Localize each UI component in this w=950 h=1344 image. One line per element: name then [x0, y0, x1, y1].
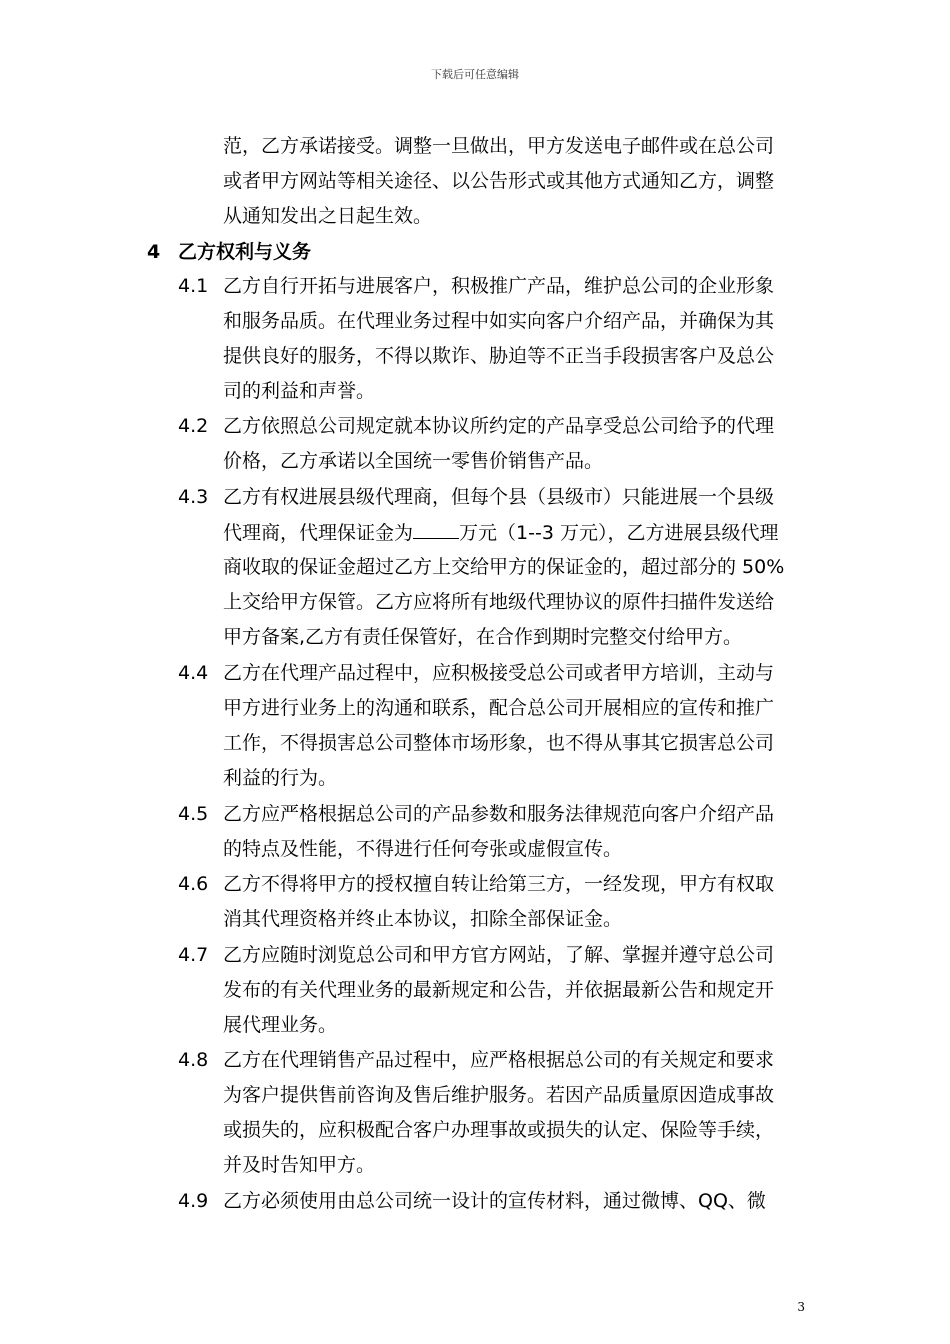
paragraph-line: 上交给甲方保管。乙方应将所有地级代理协议的原件扫描件发送给 [223, 591, 775, 613]
paragraph-line: 消其代理资格并终止本协议，扣除全部保证金。 [223, 908, 623, 930]
item-number: 4.9 [178, 1190, 209, 1212]
paragraph-line: 乙方自行开拓与进展客户，积极推广产品，维护总公司的企业形象 [223, 275, 775, 297]
item-number: 4.4 [178, 662, 209, 684]
paragraph-line: 司的利益和声誉。 [223, 380, 376, 402]
section-title: 乙方权利与义务 [178, 241, 312, 263]
paragraph-line: 乙方在代理产品过程中，应积极接受总公司或者甲方培训，主动与 [223, 662, 775, 684]
paragraph-line: 和服务品质。在代理业务过程中如实向客户介绍产品，并确保为其 [223, 310, 775, 332]
section-number: 4 [147, 241, 161, 263]
paragraph-fragment: 代理商，代理保证金为 [223, 522, 414, 544]
paragraph-line: 利益的行为。 [223, 767, 338, 789]
paragraph-line: 从通知发出之日起生效。 [223, 205, 433, 227]
paragraph-line: 或者甲方网站等相关途径、以公告形式或其他方式通知乙方，调整 [223, 170, 775, 192]
paragraph-line: 为客户提供售前咨询及售后维护服务。若因产品质量原因造成事故 [223, 1084, 775, 1106]
paragraph-line: 乙方应严格根据总公司的产品参数和服务法律规范向客户介绍产品 [223, 803, 775, 825]
paragraph-line: 乙方在代理销售产品过程中，应严格根据总公司的有关规定和要求 [223, 1049, 775, 1071]
page-header: 下载后可任意编辑 [431, 68, 519, 81]
paragraph-line: 乙方依照总公司规定就本协议所约定的产品享受总公司给予的代理 [223, 415, 775, 437]
paragraph-line: 甲方备案,乙方有责任保管好，在合作到期时完整交付给甲方。 [223, 626, 743, 648]
paragraph-line: 乙方不得将甲方的授权擅自转让给第三方，一经发现，甲方有权取 [223, 873, 775, 895]
paragraph-line: 发布的有关代理业务的最新规定和公告，并依据最新公告和规定开 [223, 979, 775, 1001]
paragraph-line: 展代理业务。 [223, 1014, 338, 1036]
paragraph-line: 工作，不得损害总公司整体市场形象，也不得从事其它损害总公司 [223, 732, 775, 754]
paragraph-line: 乙方应随时浏览总公司和甲方官方网站，了解、掌握并遵守总公司 [223, 944, 775, 966]
item-number: 4.6 [178, 873, 209, 895]
paragraph-line: 范，乙方承诺接受。调整一旦做出，甲方发送电子邮件或在总公司 [223, 135, 775, 157]
item-number: 4.1 [178, 275, 209, 297]
fill-in-blank [413, 519, 459, 539]
paragraph-line: 价格，乙方承诺以全国统一零售价销售产品。 [223, 450, 604, 472]
item-number: 4.5 [178, 803, 209, 825]
item-number: 4.2 [178, 415, 209, 437]
paragraph-line: 乙方必须使用由总公司统一设计的宣传材料，通过微博、QQ、微 [223, 1190, 766, 1212]
paragraph-line: 乙方有权进展县级代理商，但每个县（县级市）只能进展一个县级 [223, 486, 775, 508]
paragraph-line [223, 519, 778, 546]
paragraph-line: 并及时告知甲方。 [223, 1154, 376, 1176]
page-number: 3 [797, 1300, 805, 1314]
item-number: 4.8 [178, 1049, 209, 1071]
paragraph-line: 或损失的，应积极配合客户办理事故或损失的认定、保险等手续， [223, 1119, 775, 1141]
paragraph-line: 甲方进行业务上的沟通和联系，配合总公司开展相应的宣传和推广 [223, 697, 775, 719]
item-number: 4.7 [178, 944, 209, 966]
paragraph-fragment: 万元（1--3 万元），乙方进展县级代理 [459, 522, 779, 544]
paragraph-line: 提供良好的服务，不得以欺诈、胁迫等不正当手段损害客户及总公 [223, 345, 775, 367]
paragraph-line: 商收取的保证金超过乙方上交给甲方的保证金的，超过部分的 50% [223, 556, 785, 578]
paragraph-line: 的特点及性能，不得进行任何夸张或虚假宣传。 [223, 838, 623, 860]
item-number: 4.3 [178, 486, 209, 508]
